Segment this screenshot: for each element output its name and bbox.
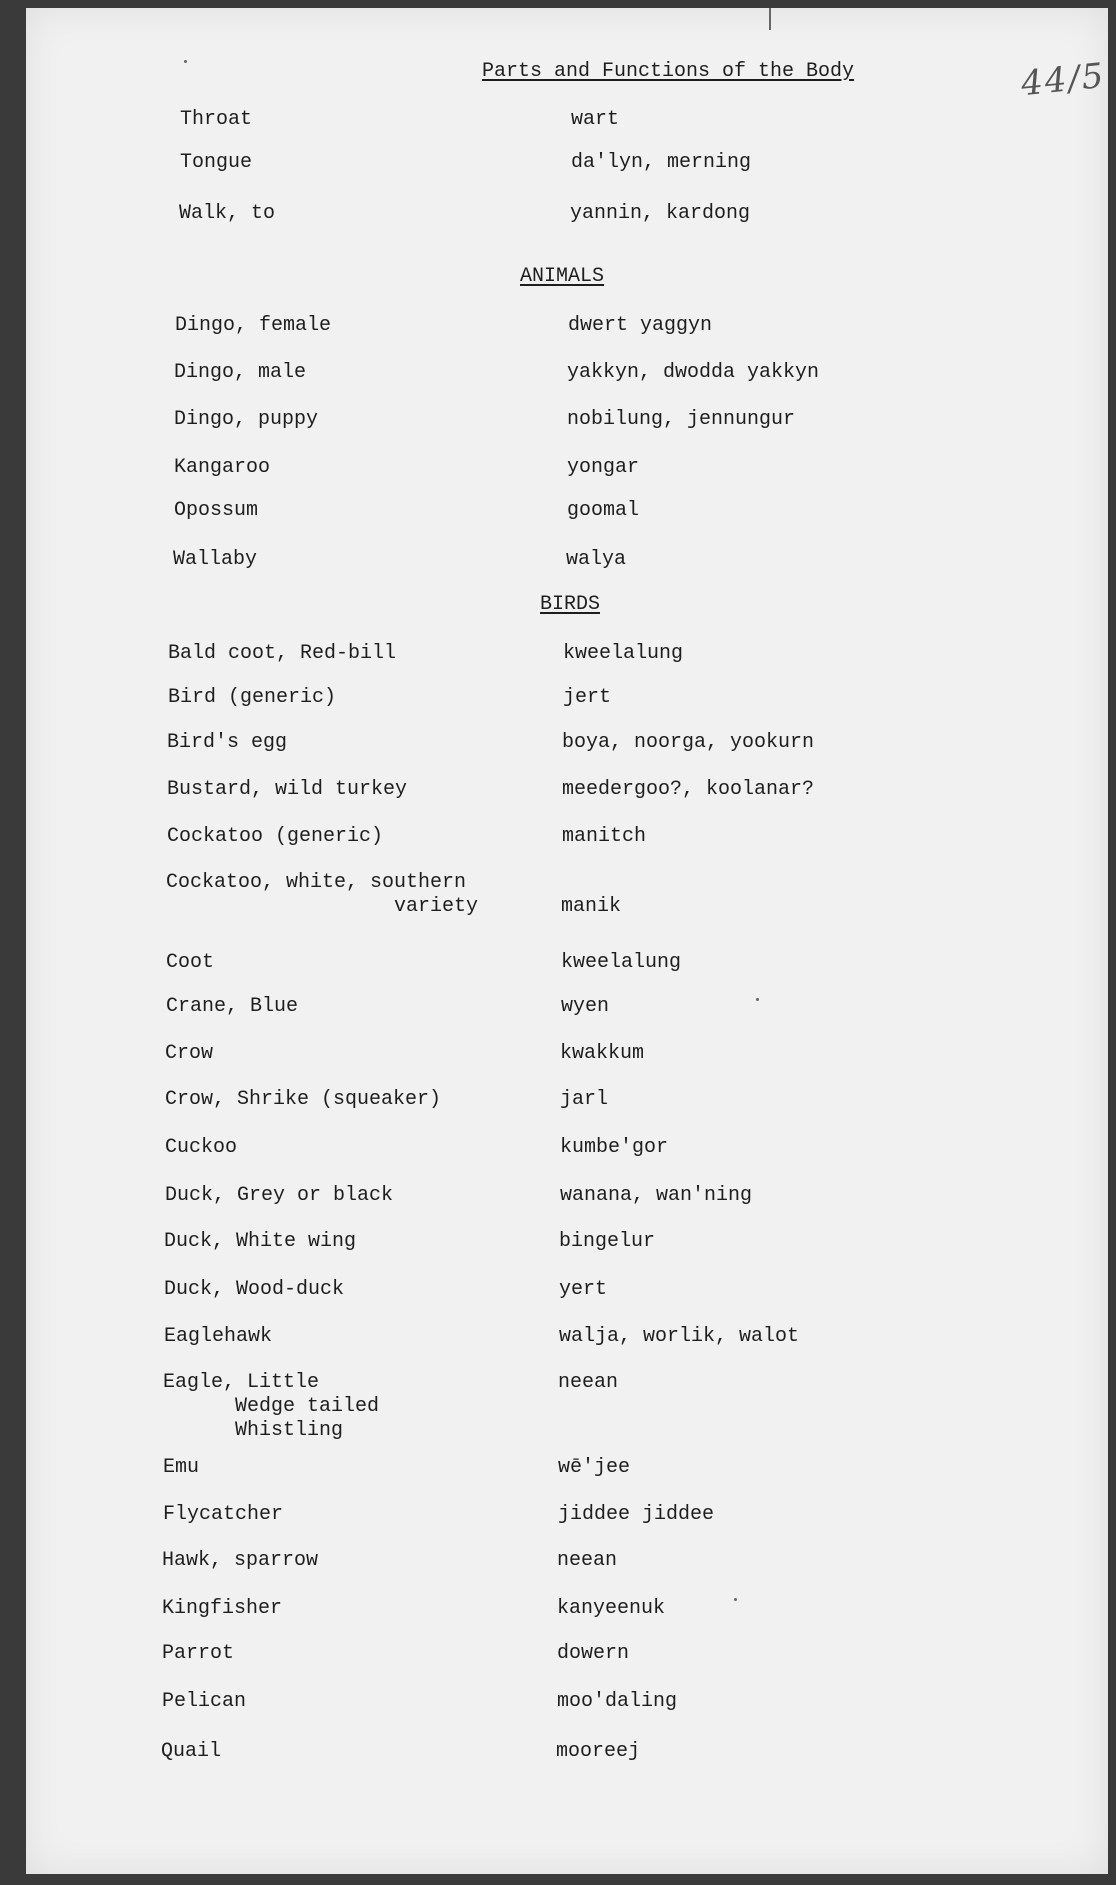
section-heading-body: Parts and Functions of the Body: [482, 60, 855, 83]
english-term: Emu: [163, 1456, 200, 1479]
english-term: Wallaby: [173, 548, 258, 571]
english-term: Duck, Wood-duck: [164, 1278, 345, 1301]
aboriginal-term: wē'jee: [558, 1456, 631, 1479]
english-term: Bird (generic): [168, 686, 337, 709]
aboriginal-term: yert: [559, 1278, 608, 1301]
english-term: Dingo, female: [175, 314, 332, 337]
page-mark: [769, 8, 771, 30]
aboriginal-term: moo'daling: [557, 1690, 678, 1713]
english-term: Eaglehawk: [164, 1325, 273, 1348]
english-term: Cockatoo (generic): [167, 825, 384, 848]
aboriginal-term: yannin, kardong: [570, 202, 751, 225]
aboriginal-term: kanyeenuk: [557, 1597, 666, 1620]
handwritten-page-number: 44/5: [1019, 55, 1108, 105]
document-page: [26, 8, 1108, 1874]
english-term: Eagle, Little Wedge tailed Whistling: [163, 1371, 380, 1442]
english-term: Dingo, puppy: [174, 408, 319, 431]
english-term: Throat: [180, 108, 253, 131]
english-term: Cockatoo, white, southern variety: [166, 871, 479, 918]
aboriginal-term: nobilung, jennungur: [567, 408, 796, 431]
english-term: Tongue: [180, 151, 253, 174]
english-term: Opossum: [174, 499, 259, 522]
english-term: Kangaroo: [174, 456, 271, 479]
english-term: Crane, Blue: [166, 995, 299, 1018]
english-term: Walk, to: [179, 202, 276, 225]
aboriginal-term: wyen: [561, 995, 610, 1018]
english-term: Bird's egg: [167, 731, 288, 754]
aboriginal-term: jert: [563, 686, 612, 709]
aboriginal-term: goomal: [567, 499, 640, 522]
aboriginal-term: manik: [561, 895, 622, 918]
aboriginal-term: bingelur: [559, 1230, 656, 1253]
aboriginal-term: yakkyn, dwodda yakkyn: [567, 361, 820, 384]
english-term: Flycatcher: [163, 1503, 284, 1526]
aboriginal-term: wanana, wan'ning: [560, 1184, 753, 1207]
english-term: Cuckoo: [165, 1136, 238, 1159]
english-term: Dingo, male: [174, 361, 307, 384]
aboriginal-term: mooreej: [556, 1740, 641, 1763]
english-term: Coot: [166, 951, 215, 974]
aboriginal-term: dwert yaggyn: [568, 314, 713, 337]
aboriginal-term: jarl: [560, 1088, 609, 1111]
english-term: Hawk, sparrow: [162, 1549, 319, 1572]
aboriginal-term: wart: [571, 108, 620, 131]
aboriginal-term: kumbe'gor: [560, 1136, 669, 1159]
english-term: Pelican: [162, 1690, 247, 1713]
aboriginal-term: yongar: [567, 456, 640, 479]
speck: [734, 1598, 737, 1601]
aboriginal-term: kwakkum: [560, 1042, 645, 1065]
english-term: Crow: [165, 1042, 214, 1065]
aboriginal-term: dowern: [557, 1642, 630, 1665]
section-heading-birds: BIRDS: [540, 593, 601, 616]
aboriginal-term: kweelalung: [563, 642, 684, 665]
aboriginal-term: manitch: [562, 825, 647, 848]
english-term: Quail: [161, 1740, 222, 1763]
aboriginal-term: kweelalung: [561, 951, 682, 974]
english-term: Crow, Shrike (squeaker): [165, 1088, 442, 1111]
aboriginal-term: walya: [566, 548, 627, 571]
aboriginal-term: neean: [557, 1549, 618, 1572]
english-term: Bald coot, Red-bill: [168, 642, 397, 665]
speck: [756, 998, 759, 1001]
english-term: Duck, Grey or black: [165, 1184, 394, 1207]
english-term: Kingfisher: [162, 1597, 283, 1620]
english-term: Duck, White wing: [164, 1230, 357, 1253]
aboriginal-term: meedergoo?, koolanar?: [562, 778, 815, 801]
aboriginal-term: da'lyn, merning: [571, 151, 752, 174]
section-heading-animals: ANIMALS: [520, 265, 605, 288]
aboriginal-term: walja, worlik, walot: [559, 1325, 800, 1348]
speck: [184, 60, 187, 63]
english-term: Parrot: [162, 1642, 235, 1665]
english-term: Bustard, wild turkey: [167, 778, 408, 801]
aboriginal-term: neean: [558, 1371, 619, 1394]
aboriginal-term: jiddee jiddee: [558, 1503, 715, 1526]
aboriginal-term: boya, noorga, yookurn: [562, 731, 815, 754]
